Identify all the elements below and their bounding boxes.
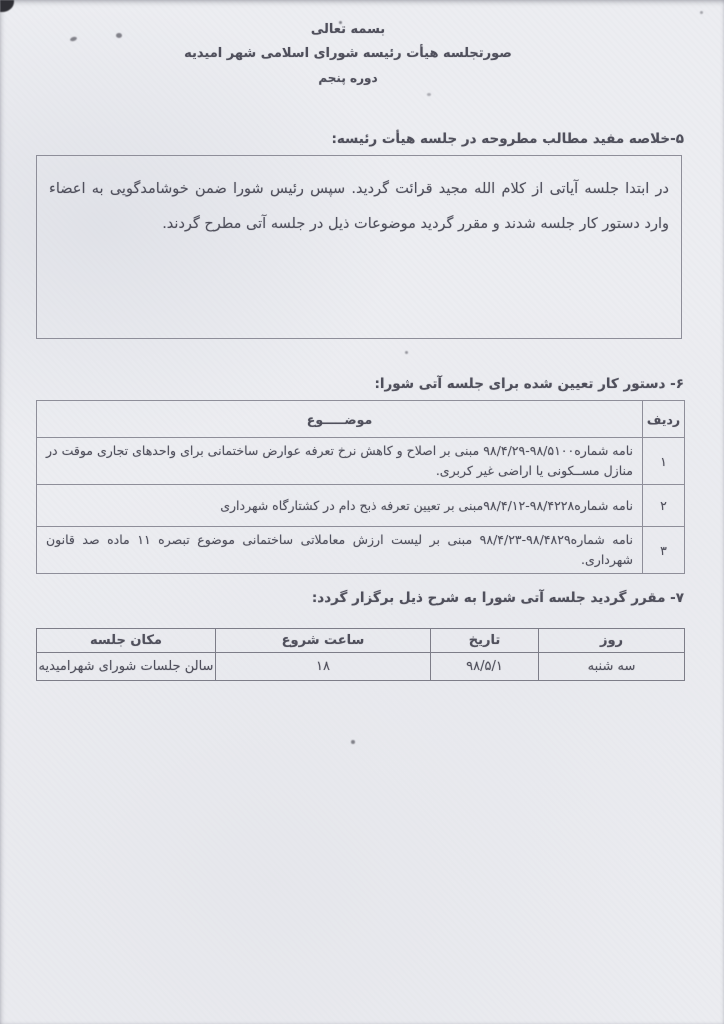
schedule-col-date: تاریخ <box>431 629 539 653</box>
schedule-col-location: مکان جلسه <box>37 629 216 653</box>
schedule-date-cell: ۹۸/۵/۱ <box>431 653 539 681</box>
document-header <box>0 22 710 85</box>
agenda-table <box>36 400 685 574</box>
summary-text: در ابتدا جلسه آیاتی از کلام الله مجید قرائت گردید. سپس رئیس شورا ضمن خوشامدگویی به اعضاء وارد دستور کار جلسه شدند و مقرر گردید موضوعات ذیل در جلسه آتی مطرح گردند. <box>49 181 669 232</box>
agenda-row-number: ۱ <box>643 438 685 485</box>
agenda-row-number: ۳ <box>643 527 685 574</box>
agenda-row <box>37 527 685 574</box>
schedule-col-start-time: ساعت شروع <box>216 629 431 653</box>
agenda-row-subject: نامه شماره۹۸/۵۱۰۰-۹۸/۴/۲۹ مبنی بر اصلاح و کاهش نرخ تعرفه عوارض ساختمانی برای واحدهای تجاری موقت در منازل مســکونی یا اراضی غیر کربری. <box>37 438 643 485</box>
agenda-row-subject: نامه شماره۹۸/۴۸۲۹-۹۸/۴/۲۳ مبنی بر لیست ارزش معاملاتی ساختمانی موضوع تبصره ۱۱ ماده صد قانون شهرداری. <box>37 527 643 574</box>
agenda-row <box>37 485 685 527</box>
agenda-row <box>37 438 685 485</box>
schedule-col-day: روز <box>539 629 685 653</box>
section6-heading: ۶- دستور کار تعیین شده برای جلسه آتی شورا: <box>374 376 684 392</box>
summary-box <box>36 155 682 339</box>
agenda-row-number: ۲ <box>643 485 685 527</box>
schedule-header-row <box>37 629 685 653</box>
agenda-header-row <box>37 401 685 438</box>
bismillah-line: بسمه تعالی <box>310 22 386 37</box>
next-meeting-table <box>36 628 685 681</box>
agenda-row-subject: نامه شماره۹۸/۴۲۲۸-۹۸/۴/۱۲مبنی بر تعیین تعرفه ذبح دام در کشتارگاه شهرداری <box>37 485 643 527</box>
scan-speck <box>700 11 703 14</box>
schedule-day-cell: سه شنبه <box>539 653 685 681</box>
scan-corner-blob <box>0 0 14 12</box>
section7-heading: ۷- مقرر گردید جلسه آتی شورا به شرح ذیل برگزار گردد: <box>311 590 684 606</box>
scan-speck <box>427 93 431 96</box>
document-title: صورتجلسه هیأت رئیسه شورای اسلامی شهر امیدیه <box>184 46 512 61</box>
section5-heading: ۵-خلاصه مفید مطالب مطروحه در جلسه هیأت رئیسه: <box>331 131 684 147</box>
document-term: دوره پنجم <box>318 71 378 85</box>
schedule-location-cell: سالن جلسات شورای شهرامیدیه <box>37 653 216 681</box>
scan-speck <box>405 351 408 354</box>
agenda-col-subject: موضـــــوع <box>37 401 643 438</box>
agenda-col-row-number: ردیف <box>643 401 685 438</box>
schedule-time-cell: ۱۸ <box>216 653 431 681</box>
schedule-row <box>37 653 685 681</box>
scan-speck <box>351 740 355 744</box>
